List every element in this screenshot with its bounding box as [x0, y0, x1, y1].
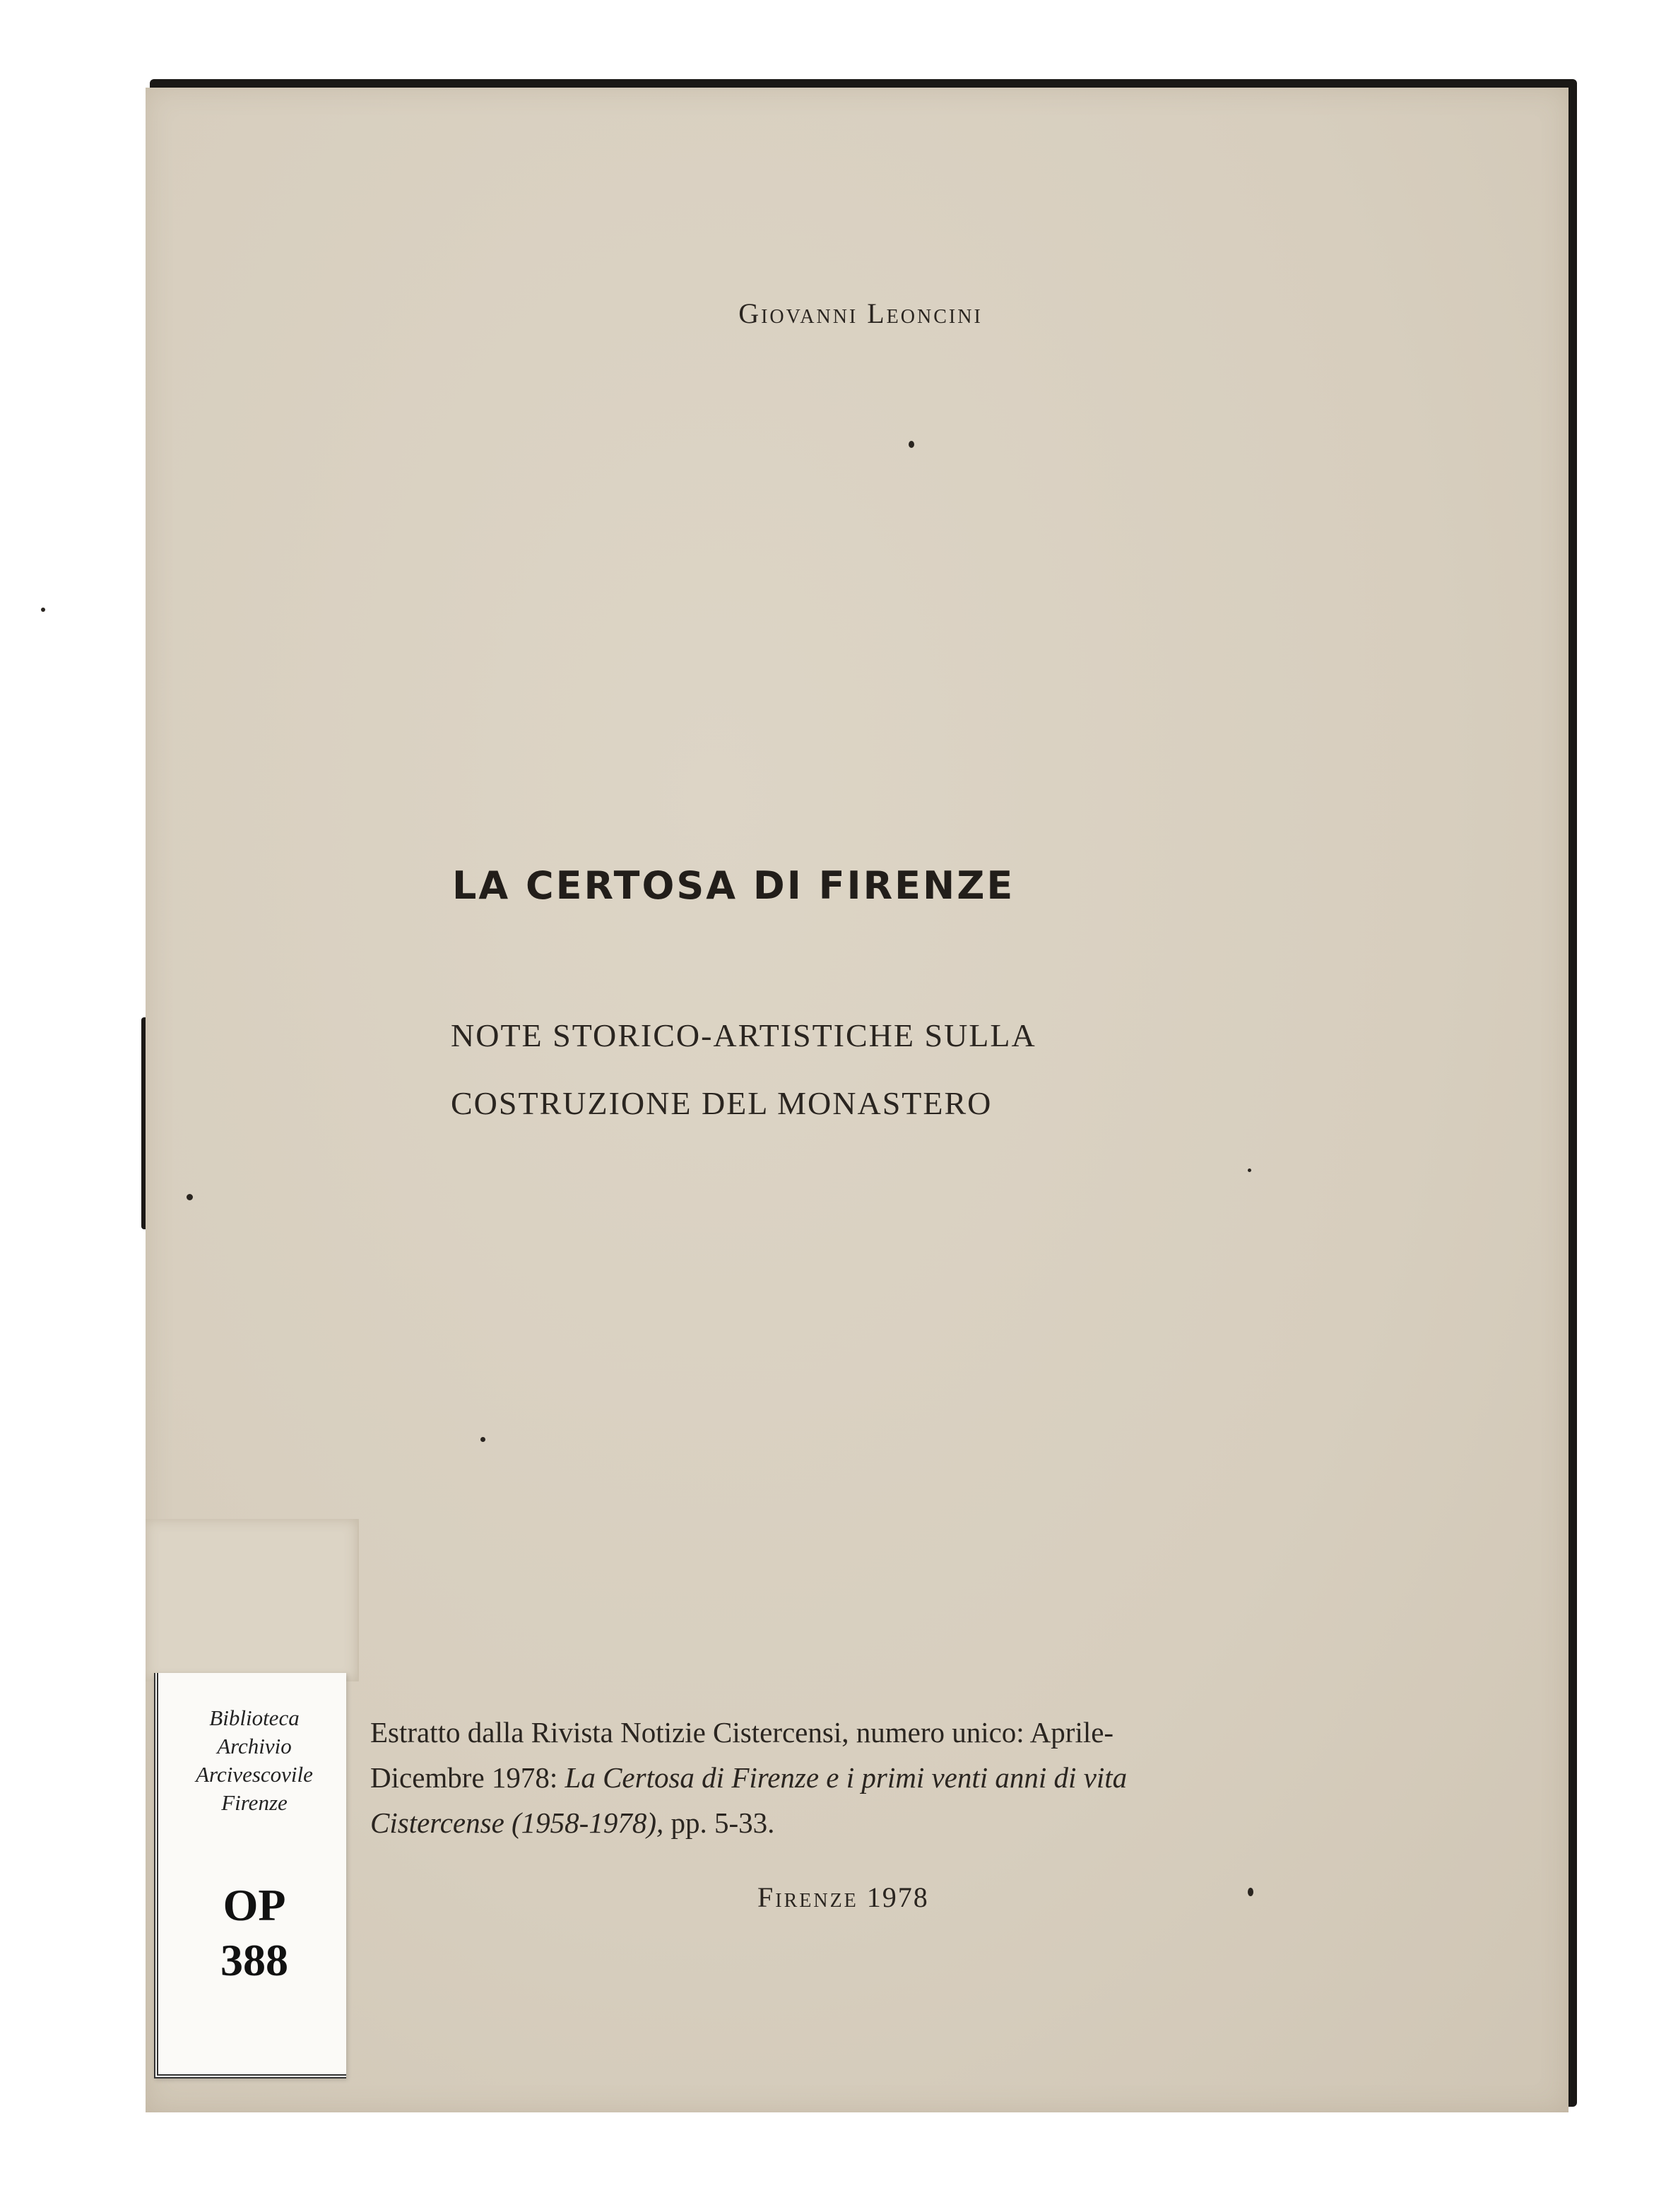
citation-line [370, 1800, 1359, 1845]
tape-patch [146, 1519, 359, 1681]
book-title: LA CERTOSA DI FIRENZE [452, 863, 1015, 908]
paper-speck [909, 441, 914, 448]
book-subtitle [451, 1002, 1036, 1137]
library-name [163, 1704, 346, 1817]
shelf-mark [163, 1878, 346, 1988]
library-name-line: Arcivescovile [196, 1762, 313, 1787]
library-name-line: Firenze [221, 1790, 288, 1815]
offprint-citation [370, 1710, 1359, 1845]
subtitle-line: COSTRUZIONE DEL MONASTERO [451, 1085, 993, 1121]
shelf-mark-line: 388 [220, 1935, 288, 1985]
paper-speck [1248, 1169, 1251, 1172]
author-name: Giovanni Leoncini [738, 297, 983, 329]
citation-pages: pp. 5-33. [663, 1806, 775, 1839]
paper-speck [1248, 1888, 1253, 1896]
library-shelf-label [154, 1673, 346, 2078]
imprint-place: Firenze [757, 1881, 858, 1913]
library-name-line: Biblioteca [209, 1705, 300, 1730]
citation-text: Dicembre 1978: [370, 1761, 565, 1794]
library-name-line: Archivio [217, 1734, 292, 1758]
citation-line [370, 1755, 1359, 1800]
scan-speck [41, 608, 45, 612]
paper-speck [480, 1437, 485, 1442]
scan-speck [187, 1194, 193, 1200]
imprint-year: 1978 [866, 1881, 929, 1913]
imprint [757, 1881, 929, 1914]
subtitle-line: NOTE STORICO-ARTISTICHE SULLA [451, 1017, 1036, 1053]
shelf-mark-line: OP [223, 1880, 286, 1930]
citation-work-title: La Certosa di Firenze e i primi venti anni di vita [565, 1761, 1128, 1794]
citation-work-title: Cistercense (1958-1978), [370, 1806, 664, 1839]
citation-line: Estratto dalla Rivista Notizie Cistercensi, numero unico: Aprile- [370, 1716, 1114, 1749]
